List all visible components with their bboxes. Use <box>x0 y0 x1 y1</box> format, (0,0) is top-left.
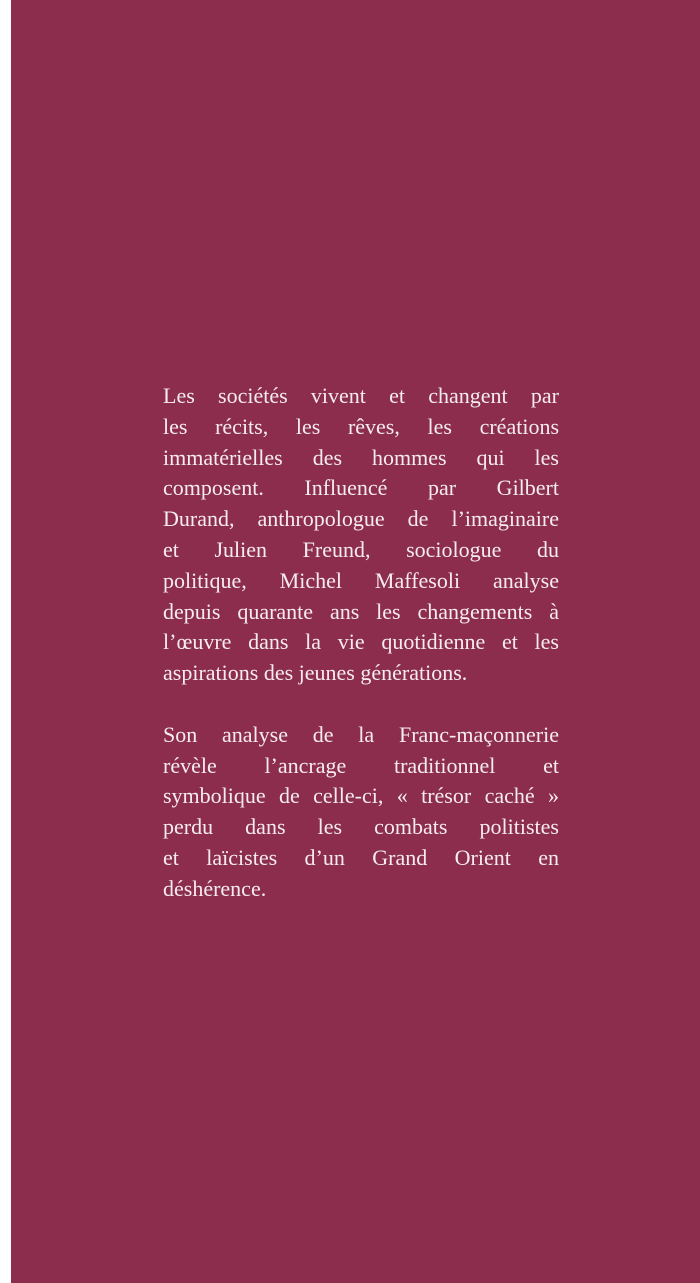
text-line: les récits, les rêves, les créations <box>163 413 559 439</box>
text-line: et Julien Freund, sociologue du <box>163 536 559 562</box>
blurb-paragraph-2 <box>163 720 559 905</box>
text-line: perdu dans les combats politistes <box>163 814 559 840</box>
text-line: déshérence. <box>163 875 267 901</box>
blurb-paragraph-1 <box>163 381 559 689</box>
text-line: composent. Influencé par Gilbert <box>163 475 559 501</box>
text-line: Son analyse de la Franc-maçonnerie <box>163 721 559 747</box>
text-line: Les sociétés vivent et changent par <box>163 383 559 408</box>
blurb <box>163 381 559 935</box>
text-line: aspirations des jeunes générations. <box>163 660 468 686</box>
text-line: et laïcistes d’un Grand Orient en <box>163 844 559 870</box>
text-line: l’œuvre dans la vie quotidienne et les <box>163 629 559 655</box>
text-line: immatérielles des hommes qui les <box>163 444 559 470</box>
text-line: révèle l’ancrage traditionnel et <box>163 752 559 778</box>
text-line: depuis quarante ans les changements à <box>163 598 559 624</box>
text-line: symbolique de celle-ci, « trésor caché » <box>163 783 559 809</box>
back-cover <box>11 0 700 1283</box>
text-line: politique, Michel Maffesoli analyse <box>163 567 559 593</box>
text-line: Durand, anthropologue de l’imaginaire <box>163 506 559 532</box>
